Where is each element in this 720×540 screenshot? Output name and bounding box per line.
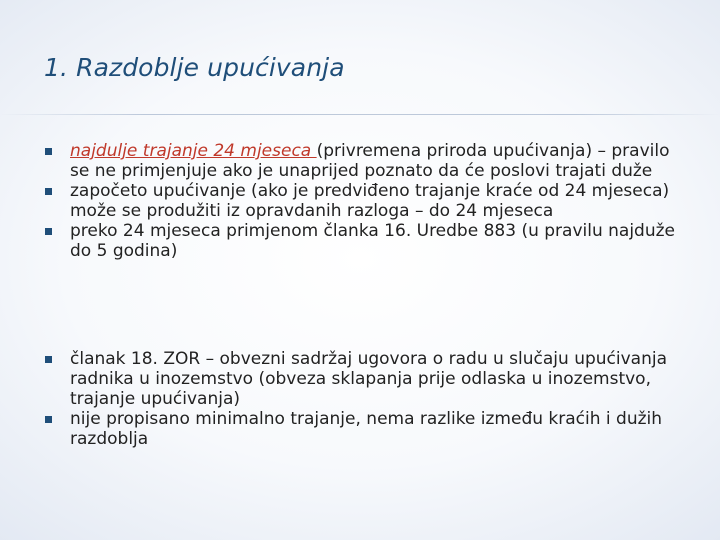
bullet-item-max-duration xyxy=(44,141,684,181)
square-bullet-icon xyxy=(45,416,52,423)
emphasized-text: najdulje trajanje 24 mjeseca xyxy=(70,141,317,161)
bullet-item-extension xyxy=(44,181,684,221)
title-divider xyxy=(0,114,720,115)
bullet-item-over-24-months xyxy=(44,221,684,261)
bullet-text: nije propisano minimalno trajanje, nema razlike između kraćih i dužih razdoblja xyxy=(70,409,663,449)
bullet-text: započeto upućivanje (ako je predviđeno trajanje kraće od 24 mjeseca) može se produžiti iz opravdanih razloga – do 24 mjeseca xyxy=(70,181,670,221)
bullet-list-contract xyxy=(44,349,684,449)
bullet-item-article-18 xyxy=(44,349,684,409)
slide-title: 1. Razdoblje upućivanja xyxy=(44,53,345,82)
bullet-text: preko 24 mjeseca primjenom članka 16. Uredbe 883 (u pravilu najduže do 5 godina) xyxy=(70,221,675,261)
square-bullet-icon xyxy=(45,188,52,195)
square-bullet-icon xyxy=(45,356,52,363)
square-bullet-icon xyxy=(45,228,52,235)
square-bullet-icon xyxy=(45,148,52,155)
bullet-text: (privremena priroda upućivanja) – pravilo se ne primjenjuje ako je unaprijed poznato da će poslovi trajati duže xyxy=(70,141,670,181)
bullet-text: članak 18. ZOR – obvezni sadržaj ugovora o radu u slučaju upućivanja radnika u inozemstvo (obveza sklapanja prije odlaska u inozemstvo, trajanje upućivanja) xyxy=(70,349,667,409)
bullet-item-minimum-duration xyxy=(44,409,684,449)
bullet-list-duration xyxy=(44,141,684,261)
